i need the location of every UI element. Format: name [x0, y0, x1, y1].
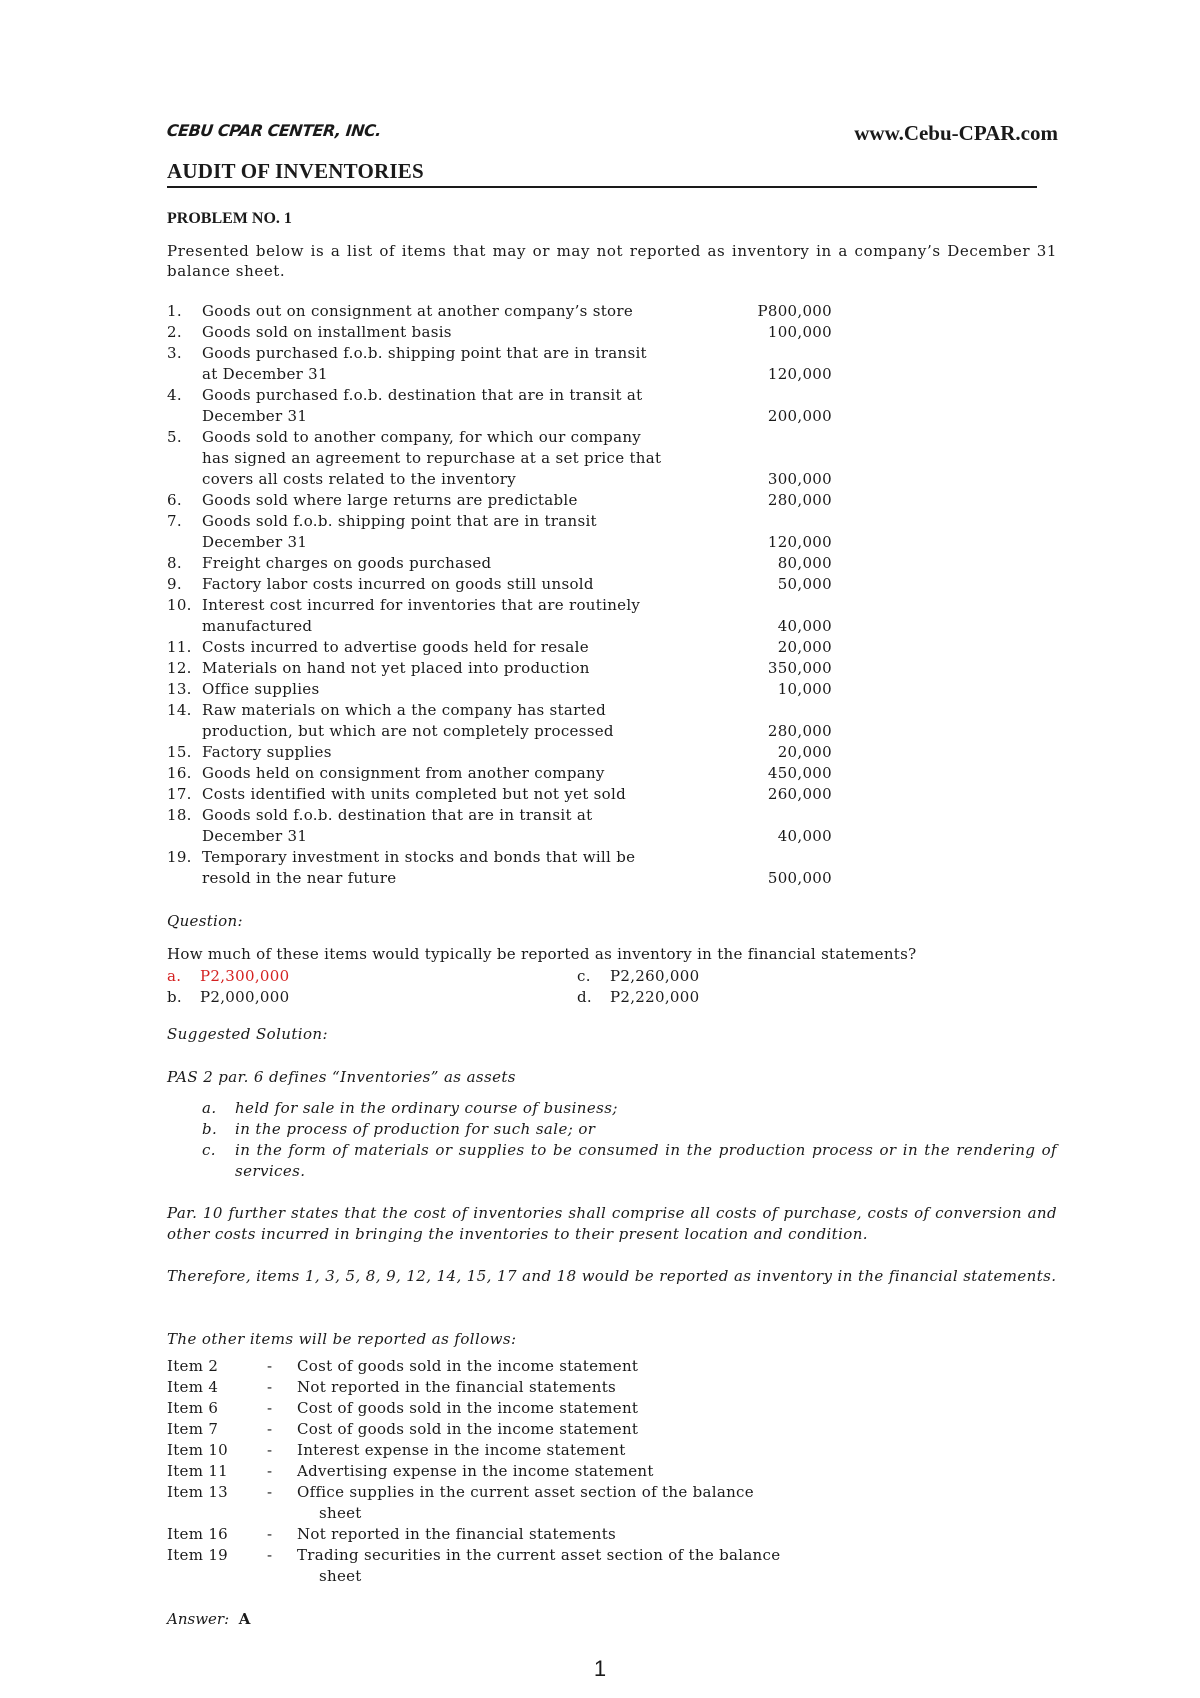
- item-number: 15.: [167, 743, 192, 761]
- item-description-line: December 31: [202, 407, 308, 425]
- inventory-item: [167, 784, 847, 805]
- other-item-text: [297, 1356, 837, 1377]
- answer-choices: [167, 966, 987, 1008]
- item-description: [202, 742, 727, 763]
- inventory-item: [167, 637, 847, 658]
- item-description-line: Factory supplies: [202, 743, 332, 761]
- definition-label: b.: [202, 1120, 218, 1138]
- item-number: 18.: [167, 806, 192, 824]
- other-item-row: [167, 1440, 837, 1461]
- choice-c: [577, 966, 987, 987]
- inventory-item: [167, 658, 847, 679]
- definition-label: a.: [202, 1099, 217, 1117]
- other-item-row: [167, 1377, 837, 1398]
- other-item-row: [167, 1524, 837, 1545]
- inventory-item: [167, 385, 847, 427]
- other-item-row: [167, 1419, 837, 1440]
- other-item-dash: -: [267, 1441, 273, 1459]
- item-number: 7.: [167, 512, 182, 530]
- item-number: 1.: [167, 302, 182, 320]
- item-description: [202, 700, 727, 742]
- question-text: How much of these items would typically be reported as inventory in the financial statements?: [167, 945, 917, 963]
- other-item-text: [297, 1440, 837, 1461]
- item-number: 4.: [167, 386, 182, 404]
- item-description-line: Raw materials on which a the company has started: [202, 701, 606, 719]
- item-amount: 50,000: [777, 575, 832, 593]
- other-item-dash: -: [267, 1525, 273, 1543]
- inventory-item: [167, 322, 847, 343]
- item-number: 10.: [167, 596, 192, 614]
- item-description-line: Goods sold on installment basis: [202, 323, 452, 341]
- other-item-label: Item 10: [167, 1441, 229, 1459]
- problem-label: PROBLEM NO. 1: [167, 210, 292, 227]
- definition-text: in the process of production for such sale; or: [235, 1120, 596, 1138]
- choice-c-value: P2,260,000: [610, 967, 700, 985]
- definition-intro: PAS 2 par. 6 defines “Inventories” as assets: [167, 1068, 516, 1086]
- item-amount: 20,000: [777, 638, 832, 656]
- other-item-dash: -: [267, 1378, 273, 1396]
- others-intro: The other items will be reported as follows:: [167, 1330, 517, 1348]
- other-item-dash: -: [267, 1462, 273, 1480]
- other-item-treatment: Interest expense in the income statement: [297, 1441, 626, 1459]
- inventory-item: [167, 511, 847, 553]
- item-description-line: resold in the near future: [202, 869, 397, 887]
- item-number: 11.: [167, 638, 192, 656]
- item-description-line: at December 31: [202, 365, 328, 383]
- other-item-treatment-cont: sheet: [319, 1504, 362, 1522]
- item-description: [202, 595, 727, 637]
- choice-b: [167, 987, 577, 1008]
- inventory-item: [167, 763, 847, 784]
- other-item-row: [167, 1461, 837, 1482]
- definition-item: [167, 1119, 1057, 1140]
- other-item-treatment: Cost of goods sold in the income statement: [297, 1420, 639, 1438]
- other-item-label: Item 6: [167, 1399, 219, 1417]
- other-item-dash: -: [267, 1420, 273, 1438]
- item-amount: 40,000: [777, 617, 832, 635]
- item-description: [202, 574, 727, 595]
- item-amount: 40,000: [777, 827, 832, 845]
- page-title: AUDIT OF INVENTORIES: [167, 159, 424, 183]
- inventory-item: [167, 595, 847, 637]
- problem-intro: Presented below is a list of items that may or may not reported as inventory in a company’s December 31 balance sheet.: [167, 242, 1057, 280]
- item-number: 19.: [167, 848, 192, 866]
- item-description: [202, 490, 727, 511]
- item-description: [202, 511, 727, 553]
- inventory-item: [167, 742, 847, 763]
- inventory-item: [167, 700, 847, 742]
- item-description-line: has signed an agreement to repurchase at a set price that: [202, 449, 662, 467]
- other-item-row: [167, 1545, 837, 1587]
- item-number: 6.: [167, 491, 182, 509]
- choice-b-label: b.: [167, 988, 182, 1006]
- item-amount: 280,000: [767, 491, 832, 509]
- other-item-treatment: Office supplies in the current asset section of the balance: [297, 1483, 754, 1501]
- item-amount: 200,000: [767, 407, 832, 425]
- item-description-line: Freight charges on goods purchased: [202, 554, 492, 572]
- item-number: 3.: [167, 344, 182, 362]
- other-item-text: [297, 1524, 837, 1545]
- choice-c-label: c.: [577, 967, 591, 985]
- other-item-dash: -: [267, 1399, 273, 1417]
- other-items-list: [167, 1356, 837, 1587]
- answer-label: Answer:: [167, 1610, 230, 1628]
- other-item-text: [297, 1545, 837, 1587]
- other-item-row: [167, 1398, 837, 1419]
- inventory-item: [167, 490, 847, 511]
- item-description-line: December 31: [202, 533, 308, 551]
- other-item-row: [167, 1482, 837, 1524]
- item-description: [202, 385, 727, 427]
- item-description-line: Goods purchased f.o.b. shipping point that are in transit: [202, 344, 647, 362]
- definition-list: [167, 1098, 1057, 1182]
- choice-d: [577, 987, 987, 1008]
- title-underline: [167, 186, 1037, 188]
- inventory-item: [167, 679, 847, 700]
- item-description: [202, 301, 727, 322]
- item-amount: 120,000: [767, 365, 832, 383]
- inventory-items-list: [167, 301, 847, 889]
- item-description-line: Costs identified with units completed but not yet sold: [202, 785, 626, 803]
- other-item-label: Item 2: [167, 1357, 219, 1375]
- inventory-item: [167, 574, 847, 595]
- other-item-text: [297, 1419, 837, 1440]
- choice-a: [167, 966, 577, 987]
- answer-value: A: [238, 1610, 251, 1628]
- other-item-treatment: Not reported in the financial statements: [297, 1378, 617, 1396]
- item-description-line: December 31: [202, 827, 308, 845]
- other-item-treatment: Advertising expense in the income statement: [297, 1462, 654, 1480]
- inventory-item: [167, 343, 847, 385]
- item-number: 5.: [167, 428, 182, 446]
- other-item-treatment: Cost of goods sold in the income statement: [297, 1399, 639, 1417]
- item-description: [202, 322, 727, 343]
- definition-item: [167, 1098, 1057, 1119]
- item-amount: 20,000: [777, 743, 832, 761]
- other-item-text: [297, 1398, 837, 1419]
- item-description-line: Goods held on consignment from another company: [202, 764, 605, 782]
- item-description: [202, 847, 727, 889]
- item-description-line: Office supplies: [202, 680, 320, 698]
- definition-text: in the form of materials or supplies to be consumed in the production process or in the rendering of services.: [235, 1141, 1057, 1180]
- item-amount: 80,000: [777, 554, 832, 572]
- paragraph-10: Par. 10 further states that the cost of inventories shall comprise all costs of purchase, costs of conversion and other costs incurred in bringing the inventories to their present location and condition.: [167, 1204, 1057, 1243]
- item-description: [202, 763, 727, 784]
- item-number: 14.: [167, 701, 192, 719]
- definition-text: held for sale in the ordinary course of business;: [235, 1099, 618, 1117]
- item-number: 9.: [167, 575, 182, 593]
- item-amount: 500,000: [767, 869, 832, 887]
- item-amount: P800,000: [757, 302, 832, 320]
- item-amount: 100,000: [767, 323, 832, 341]
- header-company: CEBU CPAR CENTER, INC.: [166, 121, 383, 140]
- item-number: 13.: [167, 680, 192, 698]
- item-description-line: Goods purchased f.o.b. destination that are in transit at: [202, 386, 643, 404]
- other-item-treatment: Trading securities in the current asset section of the balance: [297, 1546, 781, 1564]
- item-description: [202, 553, 727, 574]
- other-item-treatment: Not reported in the financial statements: [297, 1525, 617, 1543]
- item-description-line: Goods sold to another company, for which our company: [202, 428, 642, 446]
- item-description: [202, 427, 727, 490]
- other-item-label: Item 7: [167, 1420, 219, 1438]
- item-description-line: Goods sold f.o.b. shipping point that are in transit: [202, 512, 597, 530]
- answer: [167, 1610, 250, 1628]
- definition-label: c.: [202, 1141, 216, 1159]
- item-number: 17.: [167, 785, 192, 803]
- definition-item: [167, 1140, 1057, 1182]
- item-description-line: Materials on hand not yet placed into production: [202, 659, 590, 677]
- other-item-label: Item 16: [167, 1525, 229, 1543]
- other-item-text: [297, 1377, 837, 1398]
- choice-a-value: P2,300,000: [200, 967, 290, 985]
- item-description-line: Costs incurred to advertise goods held for resale: [202, 638, 589, 656]
- item-number: 8.: [167, 554, 182, 572]
- other-item-label: Item 13: [167, 1483, 229, 1501]
- choice-d-label: d.: [577, 988, 592, 1006]
- solution-label: Suggested Solution:: [167, 1025, 328, 1043]
- item-description: [202, 343, 727, 385]
- item-amount: 350,000: [767, 659, 832, 677]
- other-item-label: Item 19: [167, 1546, 229, 1564]
- inventory-item: [167, 427, 847, 490]
- item-amount: 280,000: [767, 722, 832, 740]
- item-description-line: Goods sold where large returns are predictable: [202, 491, 578, 509]
- choice-a-label: a.: [167, 967, 182, 985]
- item-description-line: Goods sold f.o.b. destination that are in transit at: [202, 806, 593, 824]
- item-description-line: production, but which are not completely processed: [202, 722, 614, 740]
- question-label: Question:: [167, 912, 243, 930]
- header-website[interactable]: www.Cebu-CPAR.com: [854, 121, 1058, 145]
- item-description-line: Temporary investment in stocks and bonds that will be: [202, 848, 636, 866]
- item-amount: 120,000: [767, 533, 832, 551]
- item-description-line: Interest cost incurred for inventories that are routinely: [202, 596, 641, 614]
- item-amount: 260,000: [767, 785, 832, 803]
- other-item-label: Item 4: [167, 1378, 219, 1396]
- item-description: [202, 658, 727, 679]
- item-description: [202, 679, 727, 700]
- inventory-item: [167, 301, 847, 322]
- other-item-dash: -: [267, 1483, 273, 1501]
- item-description-line: Factory labor costs incurred on goods still unsold: [202, 575, 594, 593]
- choice-d-value: P2,220,000: [610, 988, 700, 1006]
- other-item-label: Item 11: [167, 1462, 229, 1480]
- inventory-item: [167, 847, 847, 889]
- item-amount: 10,000: [777, 680, 832, 698]
- other-item-text: [297, 1461, 837, 1482]
- item-number: 16.: [167, 764, 192, 782]
- item-amount: 450,000: [767, 764, 832, 782]
- other-item-dash: -: [267, 1546, 273, 1564]
- choice-b-value: P2,000,000: [200, 988, 290, 1006]
- item-description-line: manufactured: [202, 617, 313, 635]
- item-description-line: covers all costs related to the inventory: [202, 470, 517, 488]
- other-item-treatment: Cost of goods sold in the income statement: [297, 1357, 639, 1375]
- inventory-item: [167, 553, 847, 574]
- item-description: [202, 637, 727, 658]
- item-amount: 300,000: [767, 470, 832, 488]
- item-number: 12.: [167, 659, 192, 677]
- page-number: 1: [593, 1656, 607, 1681]
- other-item-dash: -: [267, 1357, 273, 1375]
- item-description: [202, 784, 727, 805]
- other-item-text: [297, 1482, 837, 1524]
- other-item-row: [167, 1356, 837, 1377]
- other-item-treatment-cont: sheet: [319, 1567, 362, 1585]
- inventory-item: [167, 805, 847, 847]
- therefore-paragraph: Therefore, items 1, 3, 5, 8, 9, 12, 14, 15, 17 and 18 would be reported as inventory in the financial statements.: [167, 1267, 1057, 1285]
- item-description: [202, 805, 727, 847]
- item-description-line: Goods out on consignment at another company’s store: [202, 302, 634, 320]
- item-number: 2.: [167, 323, 182, 341]
